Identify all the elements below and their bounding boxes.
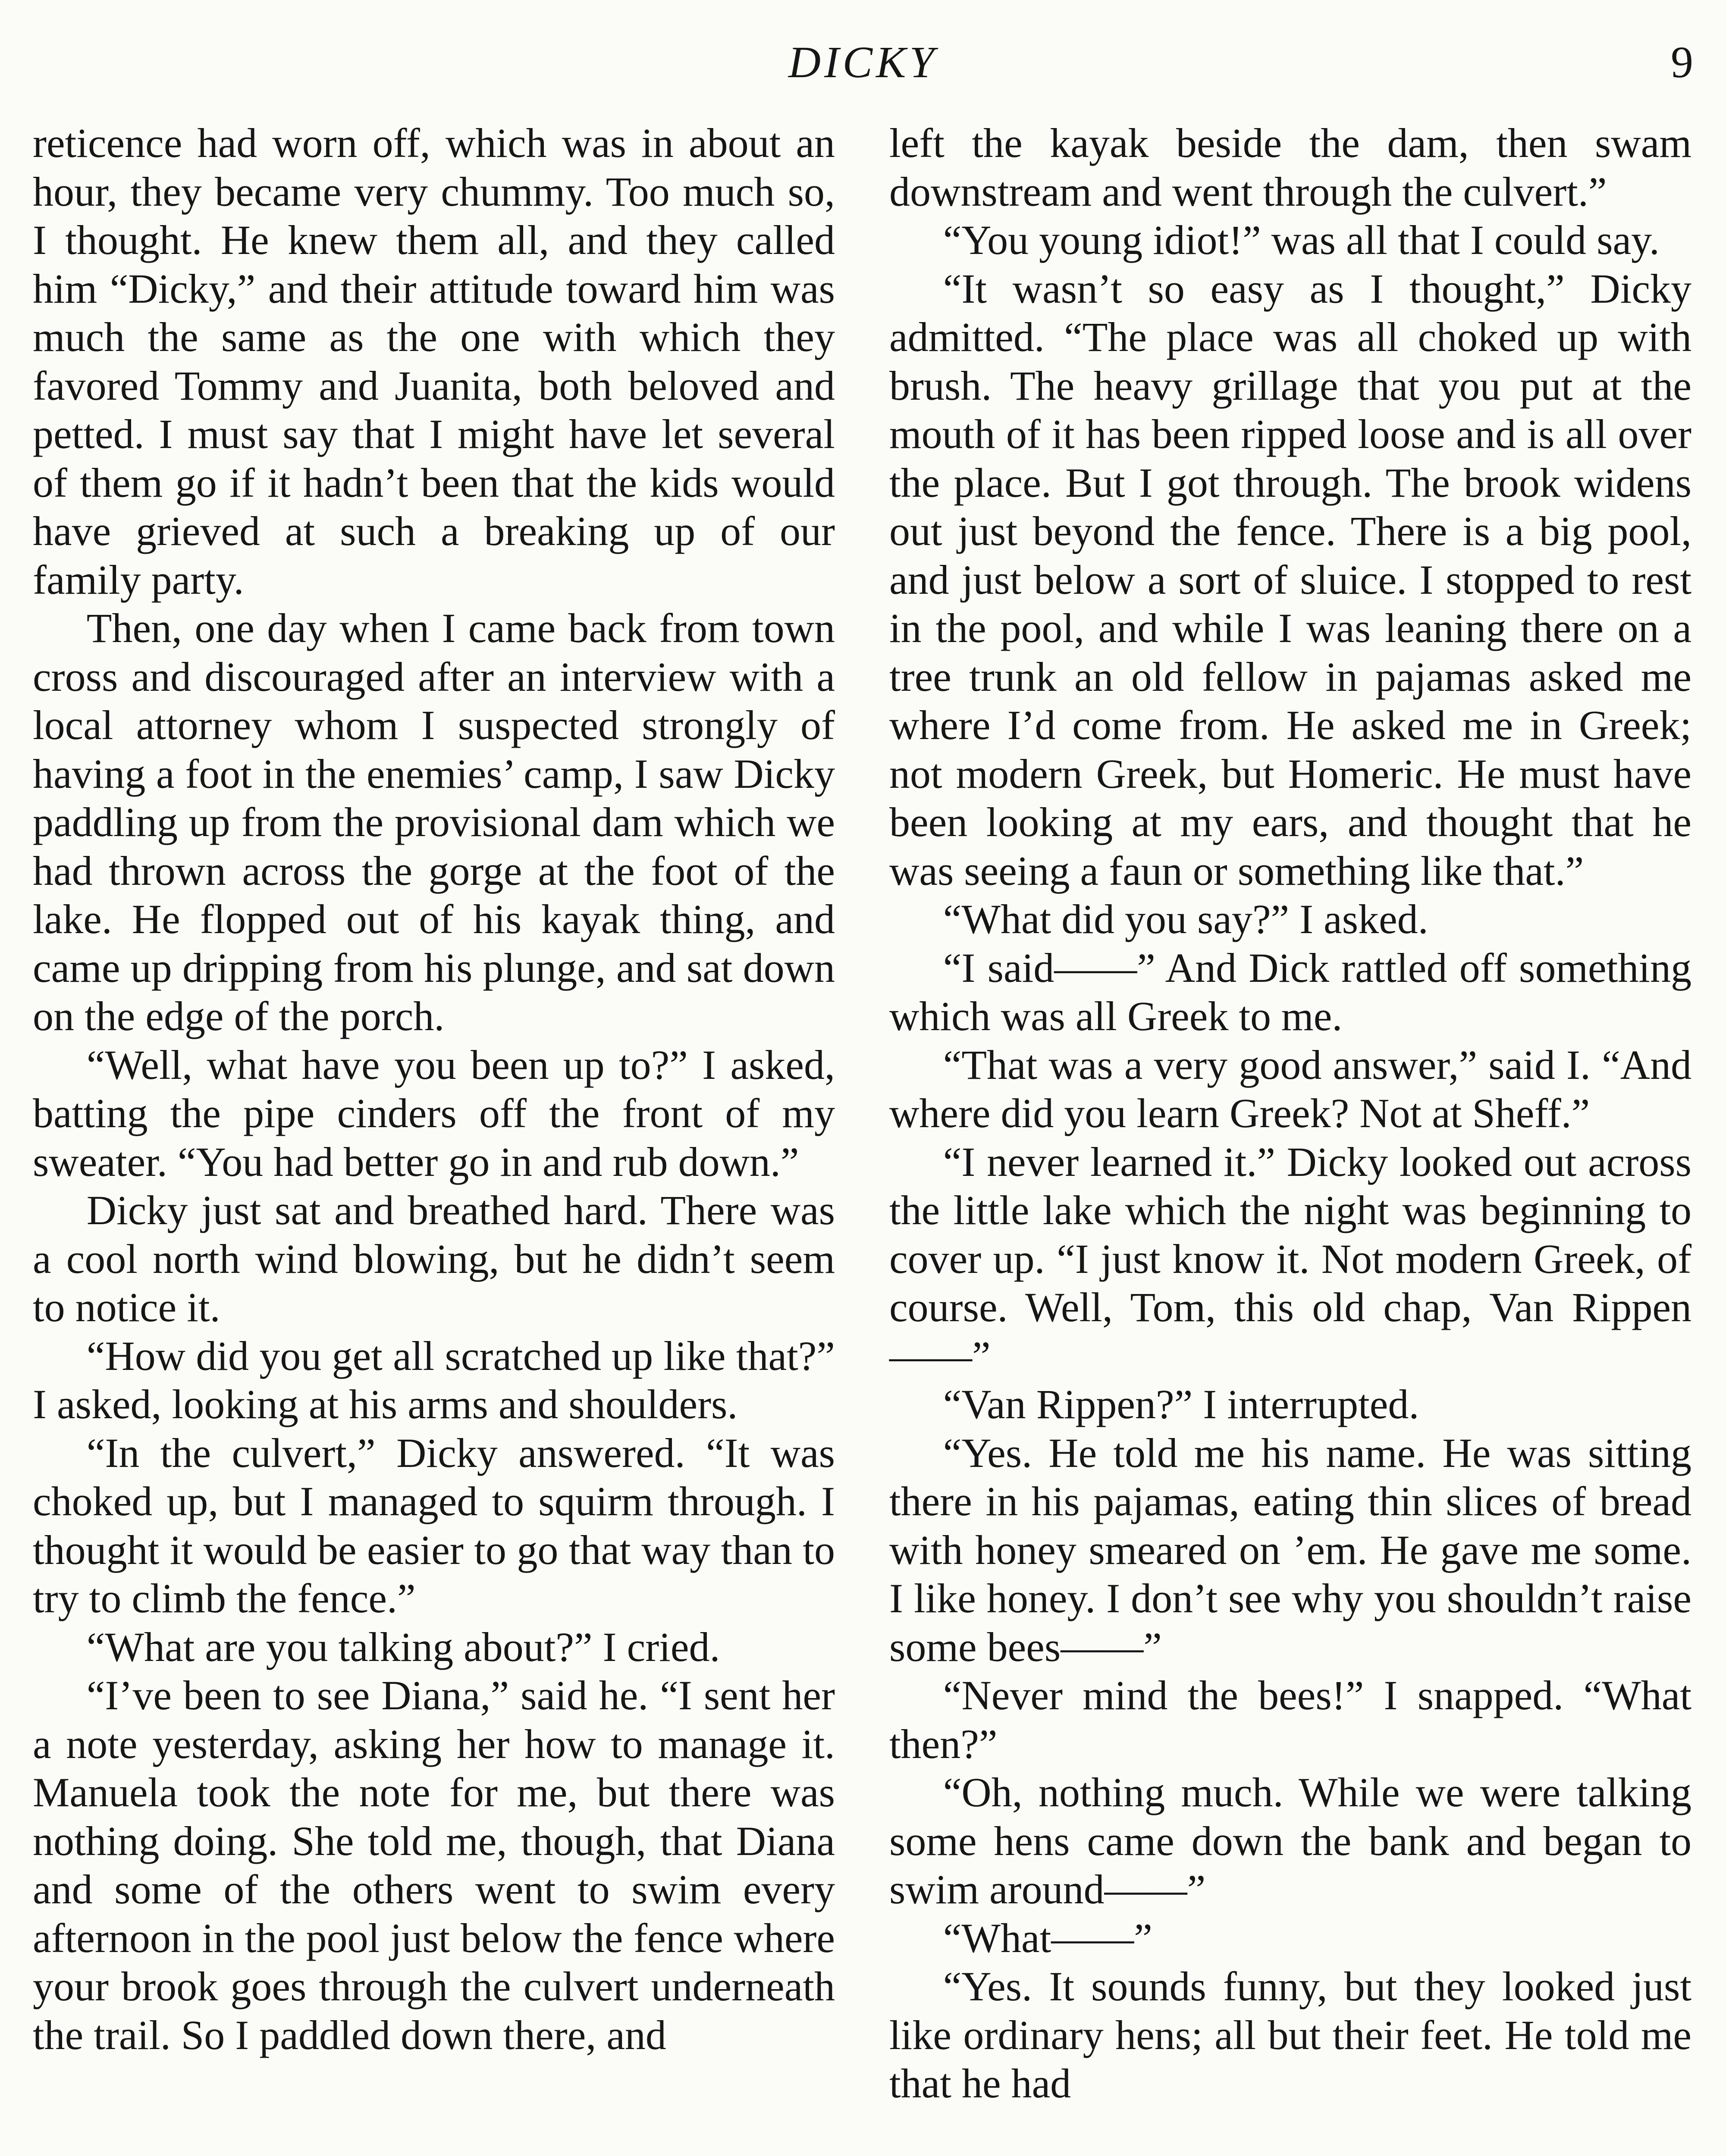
paragraph: “Yes. It sounds funny, but they looked just like ordinary hens; all but their feet. He told me that he had	[889, 1963, 1691, 2106]
running-title: DICKY	[788, 38, 938, 87]
paragraph: Dicky just sat and breathed hard. There was a cool north wind blowing, but he didn’t seem to notice it.	[33, 1187, 835, 1330]
paragraph: “I said——” And Dick rattled off something which was all Greek to me.	[889, 944, 1691, 1039]
paragraph: “Well, what have you been up to?” I asked, batting the pipe cinders off the front of my sweater. “You had better go in and rub down.”	[33, 1041, 835, 1185]
paragraph: “What——”	[943, 1915, 1152, 1961]
paragraph: “Yes. He told me his name. He was sitting there in his pajamas, eating thin slices of bread with honey smeared on ’em. He gave me some. I like honey. I don’t see why you shouldn’t raise some bees——”	[889, 1429, 1691, 1670]
left-column	[33, 119, 835, 2059]
paragraph: “Oh, nothing much. While we were talking some hens came down the bank and began to swim around——”	[889, 1769, 1691, 1912]
paragraph: “How did you get all scratched up like that?” I asked, looking at his arms and shoulders.	[33, 1332, 835, 1427]
paragraph: “It wasn’t so easy as I thought,” Dicky admitted. “The place was all choked up with brush. The heavy grillage that you put at the mouth of it has been ripped loose and is all over the place. But I got through. The brook widens out just beyond the fence. There is a big pool, and just below a sort of sluice. I stopped to rest in the pool, and while I was leaning there on a tree trunk an old fellow in pajamas asked me where I’d come from. He asked me in Greek; not modern Greek, but Homeric. He must have been looking at my ears, and thought that he was seeing a faun or something like that.”	[889, 265, 1691, 894]
paragraph: Then, one day when I came back from town cross and discouraged after an interview with a local attorney whom I suspected strongly of having a foot in the enemies’ camp, I saw Dicky paddling up from the provisional dam which we had thrown across the gorge at the foot of the lake. He flopped out of his kayak thing, and came up dripping from his plunge, and sat down on the edge of the porch.	[33, 605, 835, 1039]
paragraph: left the kayak beside the dam, then swam downstream and went through the culvert.”	[889, 120, 1691, 215]
paragraph: “What did you say?” I asked.	[943, 896, 1428, 942]
paragraph: “Van Rippen?” I interrupted.	[943, 1381, 1419, 1427]
paragraph: “What are you talking about?” I cried.	[86, 1623, 720, 1670]
paragraph: “I never learned it.” Dicky looked out across the little lake which the night was beginning to cover up. “I just know it. Not modern Greek, of course. Well, Tom, this old chap, Van Rippen——”	[889, 1138, 1691, 1379]
page-number: 9	[1671, 38, 1693, 87]
paragraph: reticence had worn off, which was in about an hour, they became very chummy. Too much so, I thought. He knew them all, and they called him “Dicky,” and their attitude toward him was much the same as the one with which they favored Tommy and Juanita, both beloved and petted. I must say that I might have let several of them go if it hadn’t been that the kids would have grieved at such a breaking up of our family party.	[33, 120, 835, 603]
paragraph: “In the culvert,” Dicky answered. “It was choked up, but I managed to squirm through. I thought it would be easier to go that way than to try to climb the fence.”	[33, 1429, 835, 1621]
paragraph: “You young idiot!” was all that I could say.	[943, 217, 1660, 263]
paragraph: “Never mind the bees!” I snapped. “What then?”	[889, 1672, 1691, 1767]
right-column	[889, 119, 1691, 2108]
page-header	[33, 30, 1693, 95]
paragraph: “I’ve been to see Diana,” said he. “I sent her a note yesterday, asking her how to manage it. Manuela took the note for me, but there was nothing doing. She told me, though, that Diana and some of the others went to swim every afternoon in the pool just below the fence where your brook goes through the culvert underneath the trail. So I paddled down there, and	[33, 1672, 835, 2058]
paragraph: “That was a very good answer,” said I. “And where did you learn Greek? Not at Sheff.”	[889, 1041, 1691, 1136]
